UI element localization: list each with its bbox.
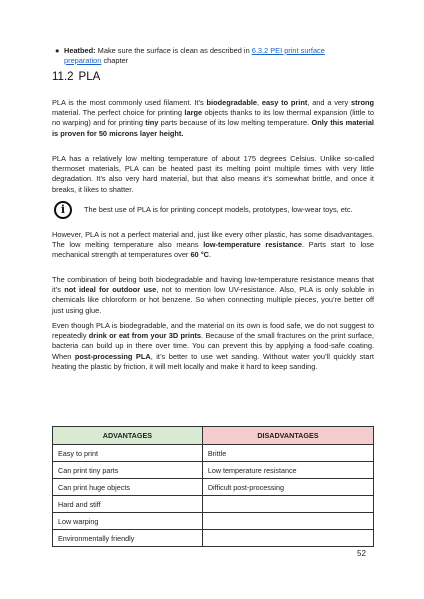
- text-run: . Parts start to lose mechanical strength at temperatures over: [52, 240, 374, 260]
- text-run: , it’s better to use wet sanding. Without water you’ll quickly start heating the plastic by friction, it will melt locally and make it hard to keep sanding.: [52, 351, 374, 371]
- advantages-header: ADVANTAGES: [53, 427, 203, 445]
- disadvantage-cell: Low temperature resistance: [202, 462, 373, 479]
- pla-comparison-table: [52, 426, 374, 547]
- disadvantage-cell: Difficult post-processing: [202, 479, 373, 496]
- advantage-cell: Hard and stiff: [53, 496, 203, 513]
- bullet-dot: ●: [55, 46, 60, 55]
- bold-run: Only this material is proven for 50 microns layer height.: [52, 118, 374, 138]
- table-row: [53, 496, 374, 513]
- bullet-text: Make sure the surface is clean as described in: [95, 46, 252, 55]
- text-run: , not to mention low UV-resistance. Also, PLA is only soluble in chemicals like chloroform or hot benzene. So when connecting multiple pieces, you’re better off just using glue.: [52, 285, 375, 315]
- info-icon: i: [54, 201, 72, 219]
- table-row: [53, 530, 374, 547]
- table-header-row: [53, 427, 374, 445]
- text-run: objects thanks to its low thermal expansion (little to no warping) and for printing: [52, 108, 374, 128]
- advantage-cell: Can print tiny parts: [53, 462, 203, 479]
- text-run: PLA is the most commonly used filament. It’s: [52, 98, 207, 107]
- bold-run: post-processing PLA: [74, 351, 151, 361]
- text-run: .: [209, 250, 212, 260]
- text-run: parts because of its low melting temperature.: [158, 118, 312, 128]
- info-text: The best use of PLA is for printing concept models, prototypes, low-wear toys, etc.: [84, 205, 353, 214]
- bullet-suffix: chapter: [101, 56, 129, 65]
- table-row: [53, 479, 374, 496]
- paragraph-intro: [52, 98, 374, 139]
- text-run: However, PLA is not a perfect material and, just like every other plastic, has some disadvantages. The low melting temperature also means: [52, 230, 374, 250]
- bullet-label: Heatbed:: [64, 46, 96, 55]
- page-number: 52: [357, 549, 366, 558]
- text-run: material. The perfect choice for printing: [52, 108, 185, 118]
- disadvantage-cell: Brittle: [202, 445, 373, 462]
- table-row: [53, 513, 374, 530]
- bold-run: low-temperature resistance: [203, 240, 302, 250]
- section-title: PLA: [78, 71, 101, 83]
- advantage-cell: Can print huge objects: [53, 479, 203, 496]
- text-run: Even though PLA is biodegradable, and the material on its own is food safe, we do not suggest to repeatedly: [52, 321, 374, 341]
- advantage-cell: Easy to print: [53, 445, 203, 462]
- disadvantage-cell: [202, 530, 373, 547]
- disadvantage-cell: [202, 496, 373, 513]
- heatbed-bullet: [55, 46, 364, 66]
- bold-run: strong: [351, 98, 374, 107]
- text-run: , and a very: [307, 98, 351, 107]
- info-callout: [52, 200, 374, 222]
- paragraph-disadvantages: [52, 230, 374, 261]
- table-row: [53, 445, 374, 462]
- paragraph-food-safety: [52, 321, 374, 372]
- advantage-cell: Low warping: [53, 513, 203, 530]
- section-number: 11.2: [52, 71, 74, 83]
- pei-preparation-link[interactable]: 6.3.2 PEI print surface preparation: [64, 46, 325, 65]
- disadvantage-cell: [202, 513, 373, 530]
- bold-run: 60 °C: [190, 250, 210, 260]
- paragraph-melting: PLA has a relatively low melting temperature of about 175 degrees Celsius. Unlike so-called thermoset materials, PLA can be heated past its melting point multiple times with very little degradation. It’s also very hard material, but that also means it’s somewhat brittle, and once it breaks, it likes to shatter.: [52, 154, 374, 194]
- bold-run: tiny: [145, 118, 159, 128]
- advantage-cell: Environmentally friendly: [53, 530, 203, 547]
- section-heading: [52, 71, 100, 83]
- bold-run: not ideal for outdoor use: [64, 285, 157, 295]
- paragraph-outdoor: [52, 275, 374, 316]
- text-run: The combination of being both biodegradable and having low-temperature resistance means that it’s: [52, 275, 374, 295]
- text-run: . Because of the small fractures on the print surface, bacteria can build up in there over time. You can prevent this by applying a food-safe coating. When: [52, 331, 374, 361]
- bold-run: easy to print: [261, 98, 308, 107]
- text-run: ,: [257, 98, 262, 107]
- disadvantages-header: DISADVANTAGES: [202, 427, 373, 445]
- bold-run: biodegradable: [206, 98, 258, 107]
- table-row: [53, 462, 374, 479]
- bold-run: large: [184, 108, 203, 118]
- bold-run: drink or eat from your 3D prints: [88, 331, 202, 341]
